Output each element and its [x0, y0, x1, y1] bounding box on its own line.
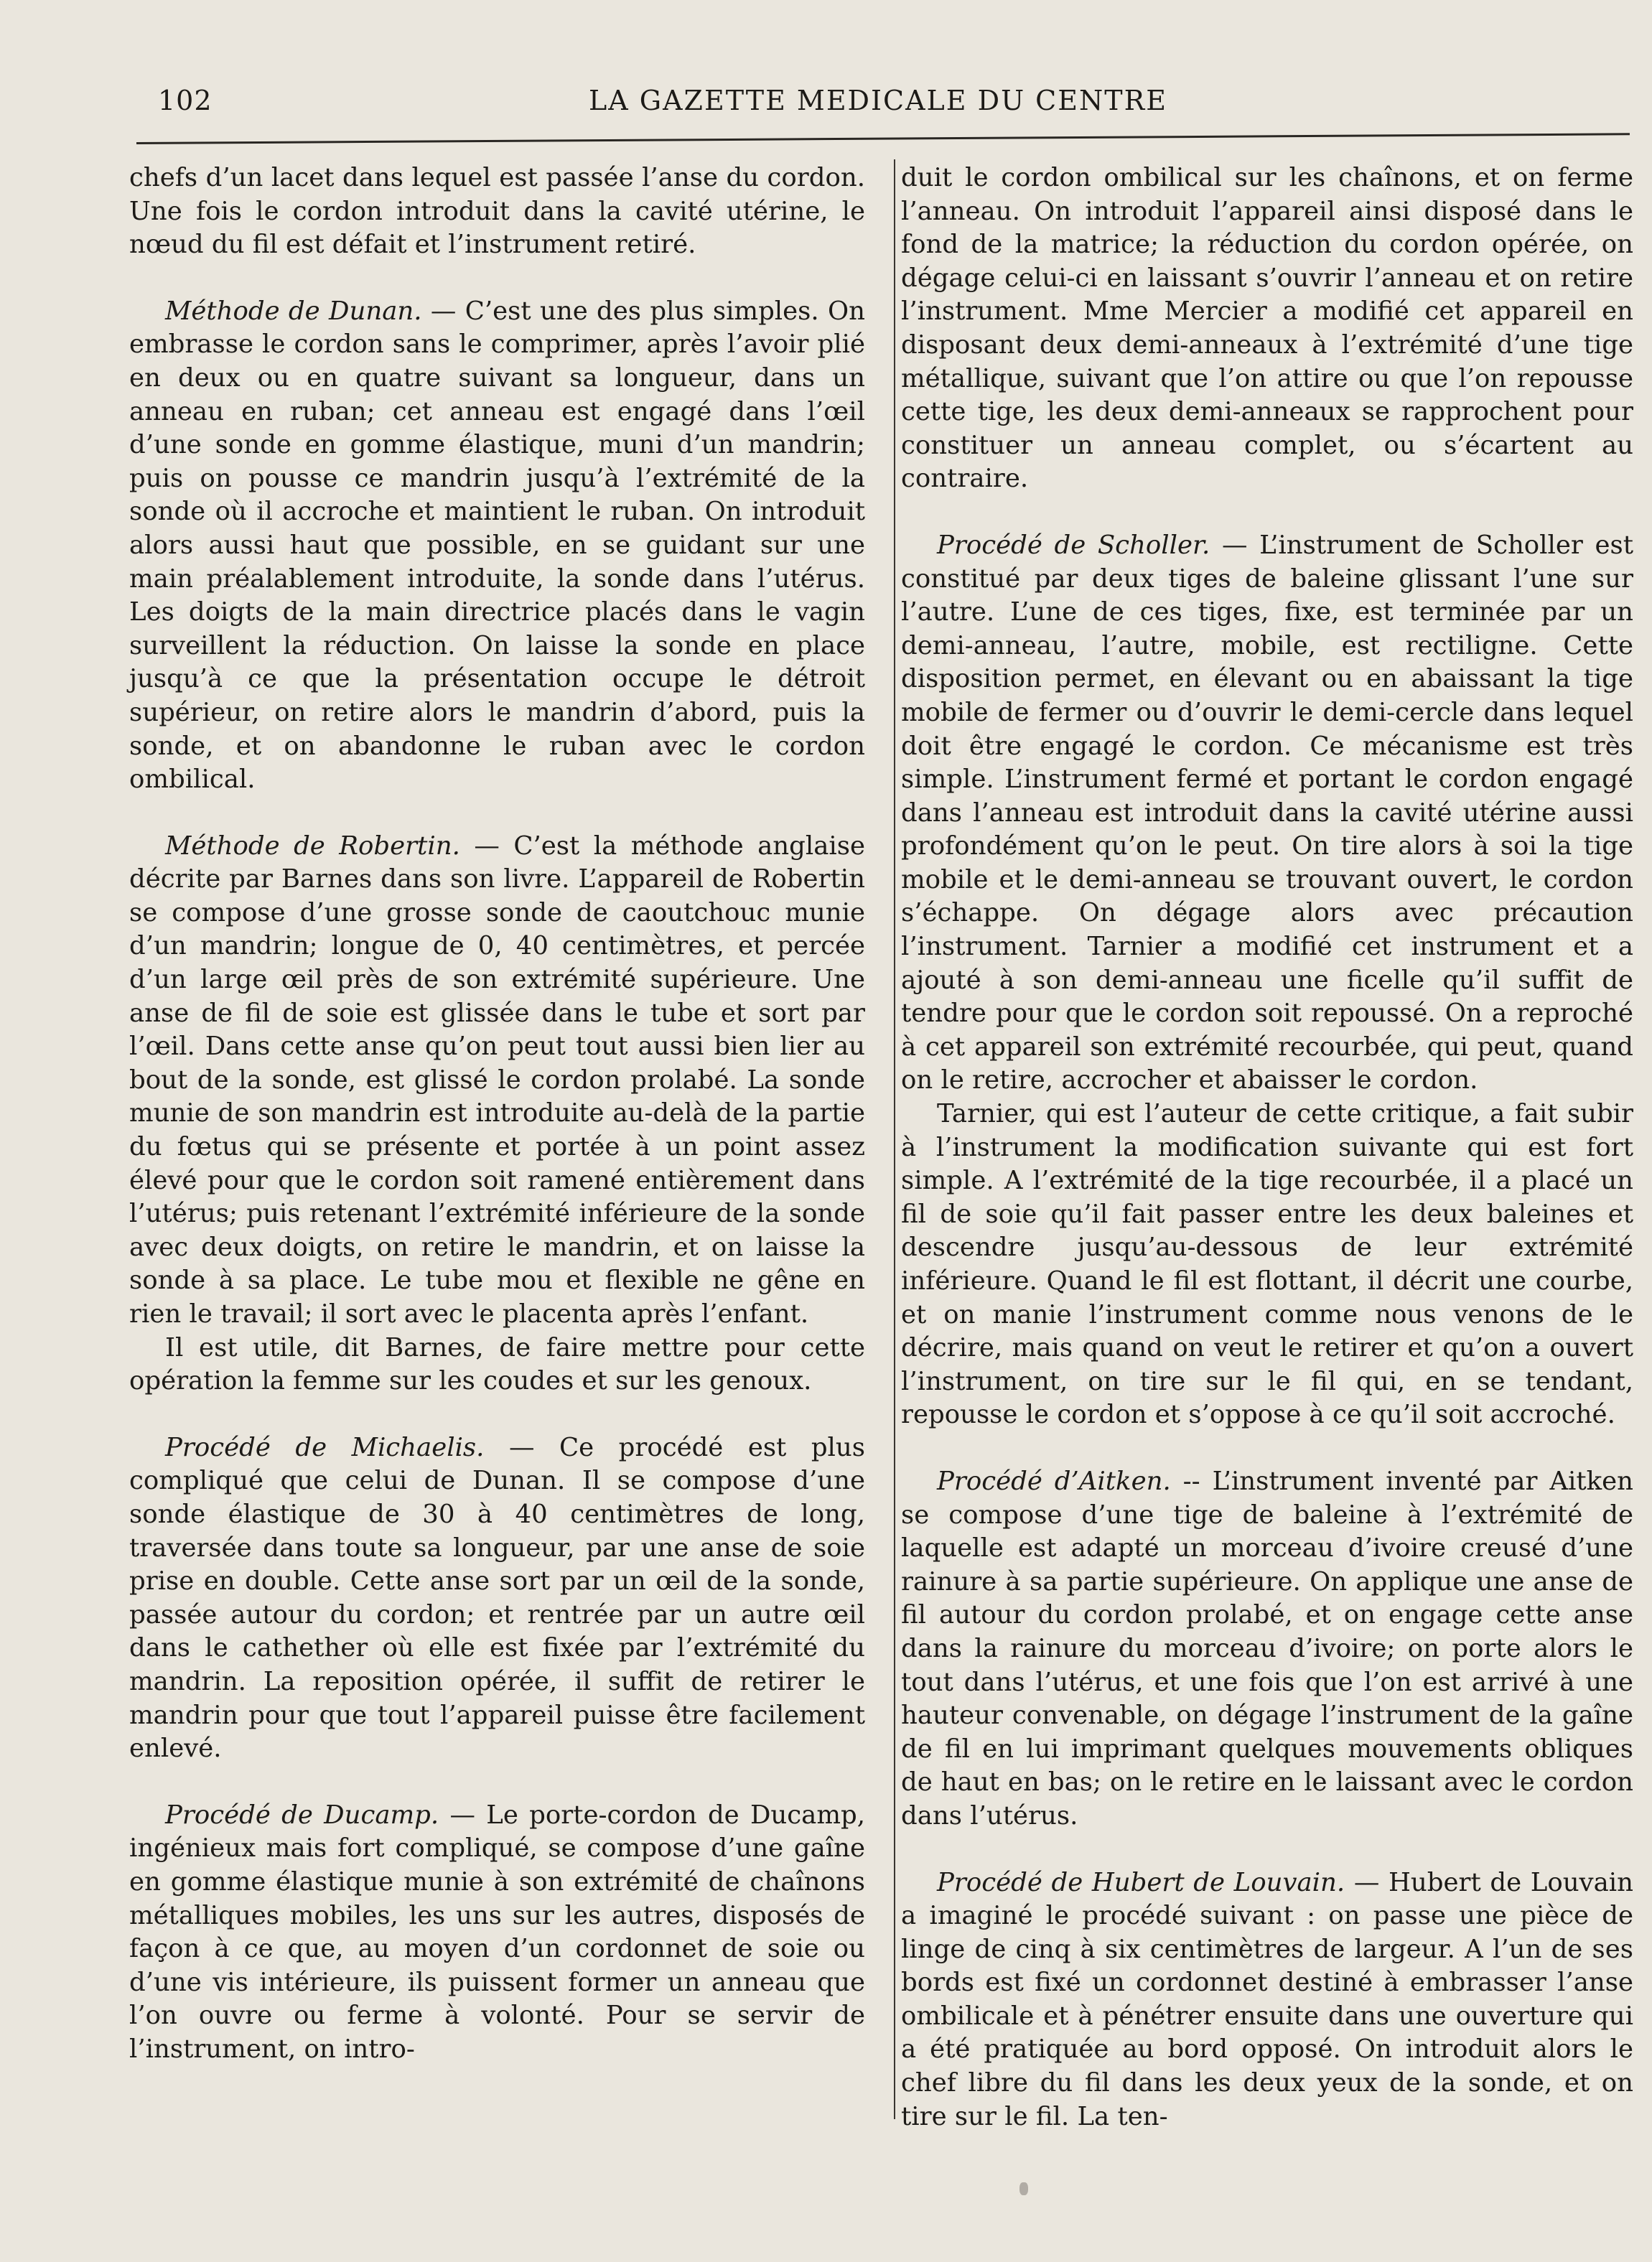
section-michaelis [129, 1431, 865, 1766]
section-title: Méthode de Robertin. [165, 831, 460, 861]
section-title: Procédé de Hubert de Louvain. [937, 1867, 1345, 1897]
ink-smudge [1019, 2182, 1028, 2195]
page-header [144, 85, 1486, 128]
section-text: — Hubert de Louvain a imaginé le procédé suivant : on passe une pièce de linge de cinq à six centimètres de largeur. A l’un de ses bords est fixé un cordonnet destiné à embrasser l’anse ombilicale et à pénétrer ensuite dans une ouverture qui a été pratiquée au bord opposé. On introduit alors le chef libre du fil dans les deux yeux de la sonde, et on tire sur le fil. La ten- [901, 1867, 1633, 2131]
section-text: — C’est la méthode anglaise décrite par Barnes dans son livre. L’appareil de Robertin se compose d’une grosse sonde de caoutchouc munie d’un mandrin; longue de 0, 40 centimètres, et percée d’un large œil près de son extrémité supérieure. Une anse de fil de soie est glissée dans le tube et sort par l’œil. Dans cette anse qu’on peut tout aussi bien lier au bout de la sonde, est glissé le cordon prolabé. La sonde munie de son mandrin est introduite au-delà de la partie du fœtus qui se présente et portée à un point assez élevé pour que le cordon soit ramené entièrement dans l’utérus; puis retenant l’extrémité inférieure de la sonde avec deux doigts, on retire le mandrin, et on laisse la sonde à sa place. Le tube mou et flexible ne gêne en rien le travail; il sort avec le placenta après l’enfant. [129, 831, 865, 1329]
section-text: — Le porte-cordon de Ducamp, ingénieux mais fort compliqué, se compose d’une gaîne en gomme élastique munie à son extrémité de chaînons métalliques mobiles, les uns sur les autres, disposés de façon à ce que, au moyen d’un cordonnet de soie ou d’une vis intérieure, ils puissent former un anneau que l’on ouvre ou ferme à volonté. Pour se servir de l’instrument, on intro- [129, 1800, 865, 2064]
section-aitken [901, 1465, 1633, 1833]
section-title: Méthode de Dunan. [165, 296, 422, 326]
section-title: Procédé d’Aitken. [937, 1466, 1171, 1496]
header-rule [136, 133, 1630, 144]
section-text: — L’instrument de Scholler est constitué par deux tiges de baleine glissant l’une sur l’autre. L’une de ces tiges, fixe, est terminée par un demi-anneau, l’autre, mobile, est rectiligne. Cette disposition permet, en élevant ou en abaissant la tige mobile de fermer ou d’ouvrir le demi-cercle dans lequel doit être engagé le cordon. Ce mécanisme est très simple. L’instrument fermé et portant le cordon engagé dans l’anneau est introduit dans la cavité utérine aussi profondément qu’on le peut. On tire alors à soi la tige mobile et le demi-anneau se trouvant ouvert, le cordon s’échappe. On dégage alors avec précaution l’instrument. Tarnier a modifié cet instrument et a ajouté à son demi-anneau une ficelle qu’il suffit de tendre pour que le cordon soit repoussé. On a reproché à cet appareil son extrémité recourbée, qui peut, quand on le retire, accrocher et abaisser le cordon. [901, 530, 1633, 1095]
section-title: Procédé de Michaelis. [165, 1432, 485, 1462]
section-hubert [901, 1866, 1633, 2134]
section-title: Procédé de Scholler. [937, 530, 1210, 560]
paragraph: Tarnier, qui est l’auteur de cette critique, a fait subir à l’instrument la modification suivante qui est fort simple. A l’extrémité de la tige recourbée, il a placé un fil de soie qu’il fait passer entre les deux baleines et descendre jusqu’au-dessous de leur extrémité inférieure. Quand le fil est flottant, il décrit une courbe, et on manie l’instrument comme nous venons de le décrire, mais quand on veut le retirer et qu’on a ouvert l’instrument, on tire sur le fil qui, en se tendant, repousse le cordon et s’oppose à ce qu’il soit accroché. [901, 1099, 1633, 1430]
left-column [129, 162, 865, 2066]
section-robertin [129, 830, 865, 1398]
paragraph: Il est utile, dit Barnes, de faire mettre pour cette opération la femme sur les coudes et sur les genoux. [129, 1332, 865, 1396]
paragraph: chefs d’un lacet dans lequel est passée l’anse du cordon. Une fois le cordon introduit dans la cavité utérine, le nœud du fil est défait et l’instrument retiré. [129, 163, 865, 260]
column-divider [894, 159, 895, 2119]
journal-title: LA GAZETTE MEDICALE DU CENTRE [589, 85, 1167, 116]
paragraph: duit le cordon ombilical sur les chaînons, et on ferme l’anneau. On introduit l’appareil ainsi disposé dans le fond de la matrice; la réduction du cordon opérée, on dégage celui-ci en laissant s’ouvrir l’anneau et on retire l’instrument. Mme Mercier a modifié cet appareil en disposant deux demi-anneaux à l’extrémité d’une tige métallique, suivant que l’on attire ou que l’on repousse cette tige, les deux demi-anneaux se rapprochent pour constituer un anneau complet, ou s’écartent au contraire. [901, 163, 1633, 494]
section-text: -- L’instrument inventé par Aitken se compose d’une tige de baleine à l’extrémité de laquelle est adapté un morceau d’ivoire creusé d’une rainure à sa partie supérieure. On applique une anse de fil autour du cordon prolabé, et on engage cette anse dans la rainure du morceau d’ivoire; on porte alors le tout dans l’utérus, et une fois que l’on est arrivé à une hauteur convenable, on dégage l’instrument de la gaîne de fil en lui imprimant quelques mouvements obliques de haut en bas; on le retire en le laissant avec le cordon dans l’utérus. [901, 1466, 1634, 1831]
section-scholler [901, 529, 1633, 1432]
page-number: 102 [158, 85, 213, 116]
section-dunan [129, 295, 865, 797]
section-title: Procédé de Ducamp. [165, 1800, 439, 1830]
section-text: — C’est une des plus simples. On embrasse le cordon sans le comprimer, après l’avoir plié en deux ou en quatre suivant sa longueur, dans un anneau en ruban; cet anneau est engagé dans l’œil d’une sonde en gomme élastique, muni d’un mandrin; puis on pousse ce mandrin jusqu’à l’extrémité de la sonde où il accroche et maintient le ruban. On introduit alors aussi haut que possible, en se guidant sur une main préalablement introduite, la sonde dans l’utérus. Les doigts de la main directrice placés dans le vagin surveillent la réduction. On laisse la sonde en place jusqu’à ce que la présentation occupe le détroit supérieur, on retire alors le mandrin d’abord, puis la sonde, et on abandonne le ruban avec le cordon ombilical. [129, 296, 865, 795]
section-ducamp [129, 1799, 865, 2067]
section-text: — Ce procédé est plus compliqué que celui de Dunan. Il se compose d’une sonde élastique de 30 à 40 centimètres de long, traversée dans toute sa longueur, par une anse de soie prise en double. Cette anse sort par un œil de la sonde, passée autour du cordon; et rentrée par un autre œil dans le cathether où elle est fixée par l’extrémité du mandrin. La reposition opérée, il suffit de retirer le mandrin pour que tout l’appareil puisse être facilement enlevé. [129, 1432, 865, 1764]
right-column [901, 162, 1633, 2134]
